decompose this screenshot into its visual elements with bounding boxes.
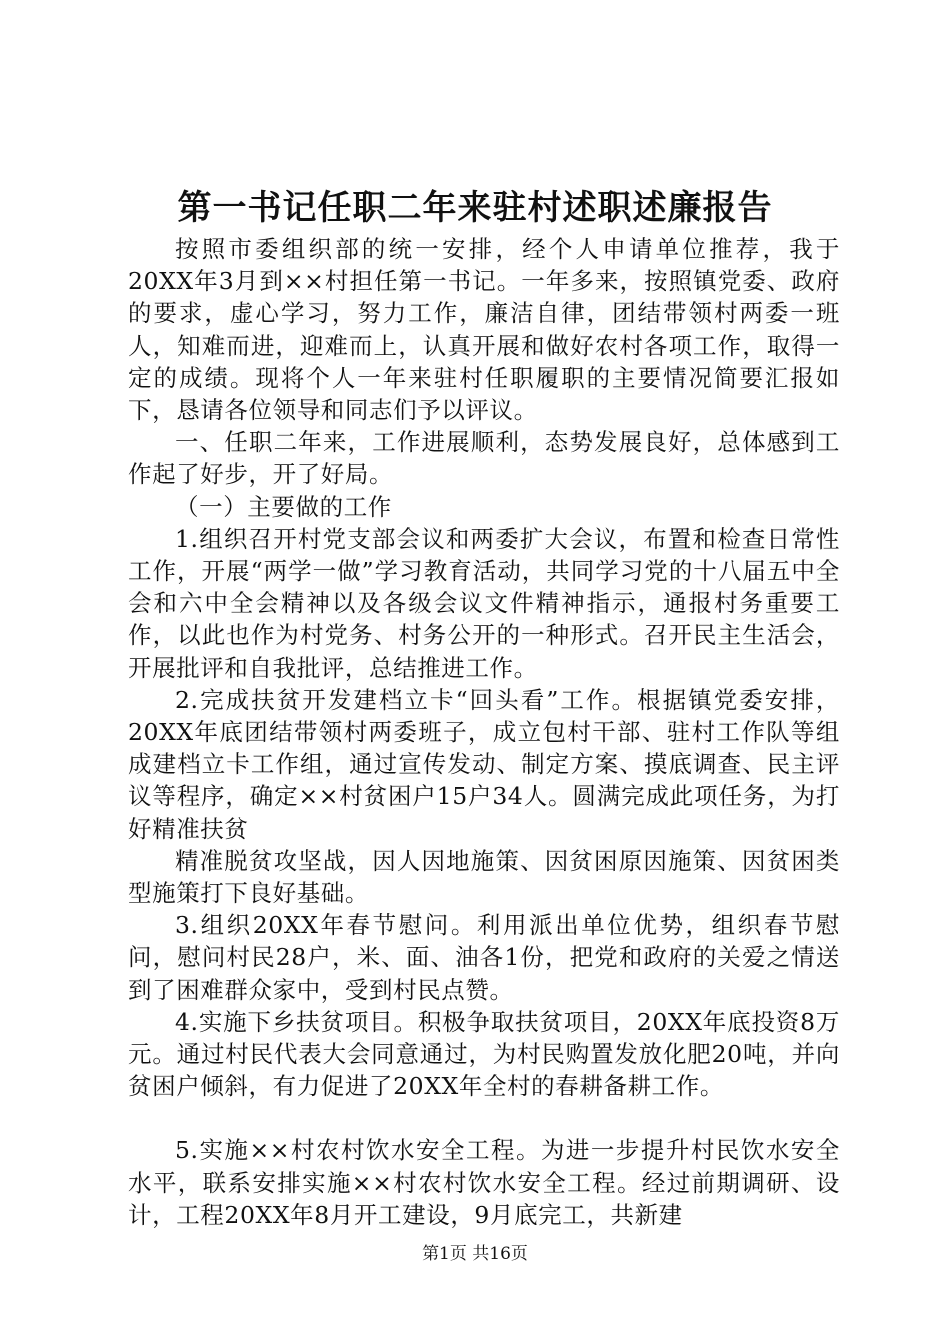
- paragraph-item-2: 2.完成扶贫开发建档立卡“回头看”工作。根据镇党委安排，20XX年底团结带领村两委班子，成立包村干部、驻村工作队等组成建档立卡工作组，通过宣传发动、制定方案、摸底调查、民主评议等程序，确定××村贫困户15户34人。圆满完成此项任务，为打好精准扶贫: [128, 685, 840, 843]
- paragraph-item-1: 1.组织召开村党支部会议和两委扩大会议，布置和检查日常性工作，开展“两学一做”学习教育活动，共同学习党的十八届五中全会和六中全会精神以及各级会议文件精神指示，通报村务重要工作，以此也作为村党务、村务公开的一种形式。召开民主生活会，开展批评和自我批评，总结推进工作。: [128, 524, 840, 682]
- document-body: [128, 233, 840, 1231]
- page-indicator: 第1页 共16页: [422, 1244, 528, 1264]
- paragraph-subheading: （一）主要做的工作: [175, 492, 392, 521]
- paragraph-item-5: 5.实施××村农村饮水安全工程。为进一步提升村民饮水安全水平，联系安排实施××村农村饮水安全工程。经过前期调研、设计，工程20XX年8月开工建设，9月底完工，共新建: [128, 1136, 840, 1229]
- paragraph-item-4: 4.实施下乡扶贫项目。积极争取扶贫项目，20XX年底投资8万元。通过村民代表大会同意通过，为村民购置发放化肥20吨，并向贫困户倾斜，有力促进了20XX年全村的春耕备耕工作。: [128, 1007, 840, 1101]
- paragraph-item-3: 3.组织20XX年春节慰问。利用派出单位优势，组织春节慰问，慰问村民28户，米、面、油各1份，把党和政府的关爱之情送到了困难群众家中，受到村民点赞。: [128, 911, 840, 1004]
- paragraph-section-one: 一、任职二年来，工作进展顺利，态势发展良好，总体感到工作起了好步，开了好局。: [128, 428, 840, 489]
- document-title: 第一书记任职二年来驻村述职述廉报告: [177, 188, 773, 228]
- paragraph-intro: 按照市委组织部的统一安排，经个人申请单位推荐，我于20XX年3月到××村担任第一书记。一年多来，按照镇党委、政府的要求，虚心学习，努力工作，廉洁自律，团结带领村两委一班人，知难而进，迎难而上，认真开展和做好农村各项工作，取得一定的成绩。现将个人一年来驻村任职履职的主要情况简要汇报如下，恳请各位领导和同志们予以评议。: [128, 235, 840, 425]
- paragraph-item-2-continued: 精准脱贫攻坚战，因人因地施策、因贫困原因施策、因贫困类型施策打下良好基础。: [128, 846, 840, 908]
